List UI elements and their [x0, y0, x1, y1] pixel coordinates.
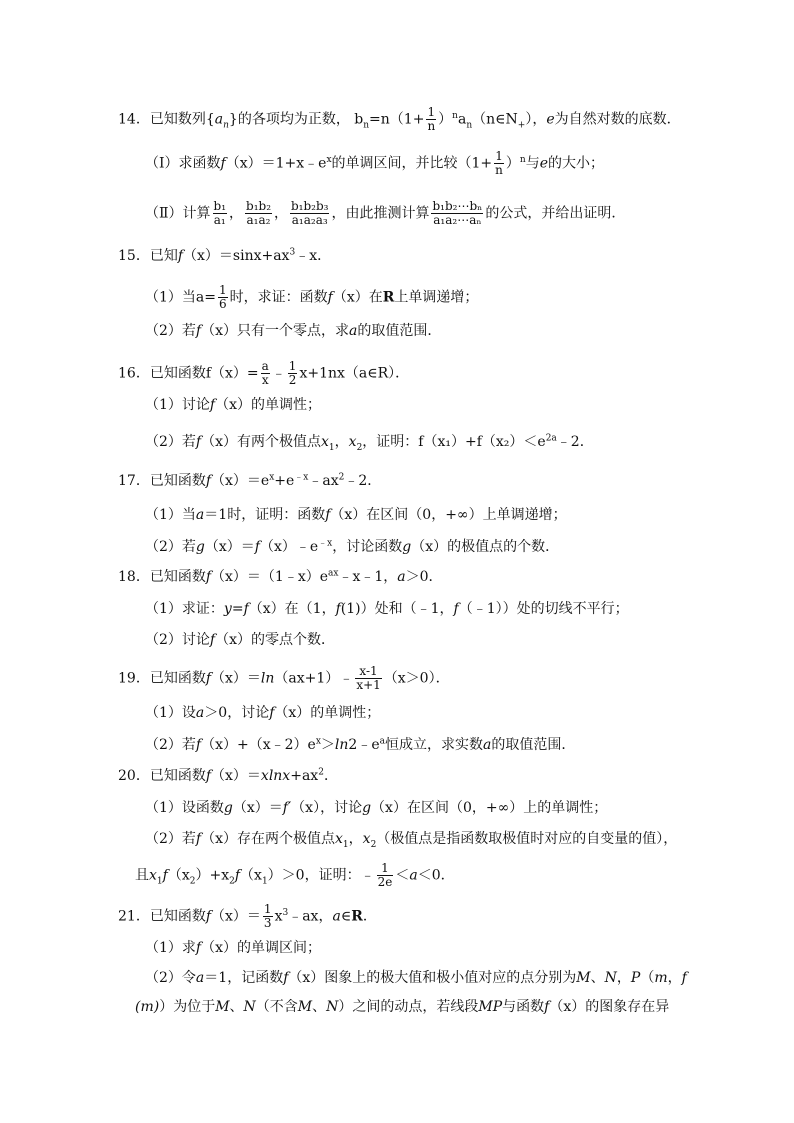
- q19-part2: （2）若$f(x)+(x﹣2)e^x>\ln 2﹣e^a$恒成立，求实数a的取值范围．: [145, 736, 576, 753]
- fraction: $\frac{a}{x}$: [261, 359, 269, 387]
- fraction: $\frac{\text{b₁b₂}}{\text{a₁a₂}}$: [246, 199, 271, 227]
- fraction: $\frac{1}{2}$: [288, 359, 297, 387]
- fraction: $\frac{\text{b₁}}{\text{a₁}}$: [213, 199, 227, 227]
- q18-part1: （1）求证：y=f（x）在（1，f(1)）处和（﹣1，f（﹣1））处的切线不平行；: [145, 601, 629, 617]
- q15-part2: （2）若f（x）只有一个零点，求a的取值范围．: [145, 323, 442, 339]
- fraction: $\frac{\text{b₁b₂⋯bₙ}}{\text{a₁a₂⋯aₙ}}$: [432, 199, 483, 227]
- q17-stem: 17．已知函数$f(x)=e^x+e^{﹣x}﹣ax^2﹣2$．: [118, 472, 382, 489]
- fraction: $\frac{\text{b₁b₂b₃}}{\text{a₁a₂a₃}}$: [291, 199, 329, 227]
- q18-stem: 18．已知函数$f(x)=(1﹣x)e^{ax}﹣x﹣1$，a＞0．: [118, 568, 443, 585]
- q20-part2-cont: 且$x_1f(x_2)+x_2f(x_1)>0$，证明：﹣ $\frac{1}{2e}$ ＜a＜0．: [135, 861, 455, 889]
- q16-part1: （1）讨论f（x）的单调性；: [145, 397, 322, 413]
- q20-part2: （2）若f（x）存在两个极值点$x_1$，$x_2$（极值点是指函数取极值时对应的自变量的值），: [145, 831, 678, 850]
- q21-part1: （1）求f（x）的单调区间；: [145, 940, 322, 956]
- q16-stem: 16．已知函数f（x）= $\frac{a}{x}$ ﹣ $\frac{1}{2}$ x+1nx（a∈R）．: [118, 359, 410, 387]
- fraction: $\frac{1}{6}$: [219, 283, 227, 311]
- q15-part1: （1）当a= $\frac{1}{6}$ 时，求证：函数f（x）在R上单调递增；: [145, 283, 479, 311]
- q21-stem: 21．已知函数f（x）＝ $\frac{1}{3}$ $x^3﹣ax$，a∈R．: [118, 902, 377, 930]
- fraction: $\frac{1}{3}$: [263, 902, 272, 930]
- q14-part1: （Ⅰ）求函数$f(x)=1+x﹣e^x$的单调区间，并比较（1+ $\frac{1}{n}$ ）$^n$与e的大小；: [145, 149, 604, 177]
- q21-part2-cont: (m)）为位于M、N（不含M、N）之间的动点，若线段MP与函数f（x）的图象存在异: [135, 999, 670, 1015]
- q20-part1: （1）设函数g（x）＝f′（x），讨论g（x）在区间（0，+∞）上的单调性；: [145, 800, 608, 816]
- fraction: $\frac{x-1}{x+1}$: [356, 664, 381, 692]
- fraction: $\frac{1}{n}$: [495, 149, 503, 177]
- q19-part1: （1）设a＞0，讨论f（x）的单调性；: [145, 705, 381, 721]
- q20-stem: 20．已知函数$f(x)=xlnx+ax^2$．: [118, 767, 338, 784]
- q15-stem: 15．已知$f(x)=\sin x+ax^3﹣x$．: [118, 247, 332, 264]
- q14-stem: 14．已知数列$\{a_n\}$的各项均为正数， $b_n=n(1+$ $\frac{1}{n}$ ）$^na_n(n\in N_+)$，e为自然对数的底数．: [118, 105, 681, 133]
- q21-part2: （2）令a＝1，记函数f（x）图象上的极大值和极小值对应的点分别为M、N，P（m，f: [145, 970, 687, 986]
- q19-stem: 19．已知函数f（x）＝ln（ax+1）﹣ $\frac{x-1}{x+1}$ （x＞0）．: [118, 664, 450, 692]
- q18-part2: （2）讨论f（x）的零点个数．: [145, 632, 336, 648]
- fraction: $\frac{1}{2e}$: [377, 861, 393, 889]
- fraction: $\frac{1}{n}$: [427, 105, 436, 133]
- q17-part2: （2）若$g(x)=f(x)﹣e^{﹣x}$，讨论函数g（x）的极值点的个数．: [145, 538, 560, 555]
- q16-part2: （2）若f（x）有两个极值点$x_1$，$x_2$，证明：$f(x_1)+f(x_2)<e^{2a}﹣2$．: [145, 433, 594, 453]
- q14-part2: （Ⅱ）计算 $\frac{\text{b₁}}{\text{a₁}}$ ， $\frac{\text{b₁b₂}}{\text{a₁a₂}}$ ， $\frac{\text{b₁b₂b₃}}{\text{a₁a₂a₃}}$ ，由此推测计算 $\frac{\text{b₁b₂⋯bₙ}}{\text{a₁a₂⋯aₙ}}$ 的公式，并给出证明．: [145, 199, 626, 227]
- q17-part1: （1）当a＝1时，证明：函数f（x）在区间（0，+∞）上单调递增；: [145, 507, 567, 523]
